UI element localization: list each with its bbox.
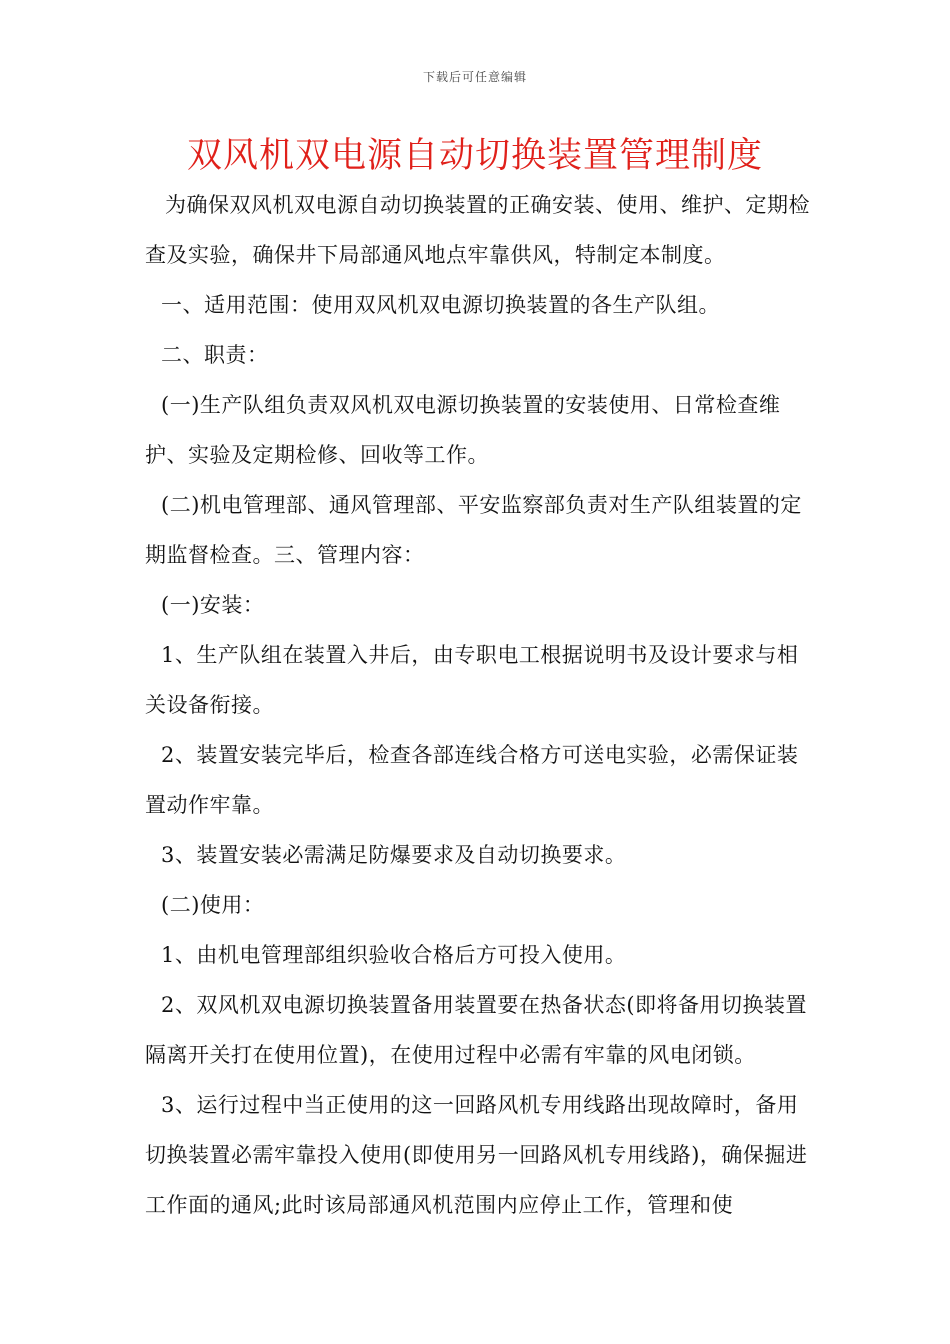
paragraph-install-2: 2、装置安装完毕后，检查各部连线合格方可送电实验，必需保证装置动作牢靠。 [145,743,799,817]
paragraph-use-2: 2、双风机双电源切换装置备用装置要在热备状态(即将备用切换装置隔离开关打在使用位置)，在使用过程中必需有牢靠的风电闭锁。 [145,993,808,1067]
paragraph-install-3: 3、装置安装必需满足防爆要求及自动切换要求。 [161,843,627,867]
paragraph-use-heading: (二)使用： [161,893,265,917]
paragraph-duties-heading: 二、职责： [161,343,269,367]
paragraph-use-1: 1、由机电管理部组织验收合格后方可投入使用。 [161,943,627,967]
paragraph-install-heading: (一)安装： [161,593,265,617]
paragraph-install-1: 1、生产队组在装置入井后，由专职电工根据说明书及设计要求与相关设备衔接。 [145,643,799,717]
paragraph-use-3: 3、运行过程中当正使用的这一回路风机专用线路出现故障时，备用切换装置必需牢靠投入使用(即使用另一回路风机专用线路)，确保掘进工作面的通风;此时该局部通风机范围内应停止工作，管理和使 [145,1093,808,1217]
paragraph-intro: 为确保双风机双电源自动切换装置的正确安装、使用、维护、定期检查及实验，确保井下局部通风地点牢靠供风，特制定本制度。 [145,193,810,267]
document-title: 双风机双电源自动切换装置管理制度 [186,136,763,176]
paragraph-duty-1: (一)生产队组负责双风机双电源切换装置的安装使用、日常检查维护、实验及定期检修、回收等工作。 [145,393,781,467]
document-body [145,180,810,1230]
paragraph-duty-2: (二)机电管理部、通风管理部、平安监察部负责对生产队组装置的定期监督检查。三、管理内容： [145,493,802,567]
header-note: 下载后可任意编辑 [422,70,527,84]
paragraph-scope: 一、适用范围：使用双风机双电源切换装置的各生产队组。 [161,293,720,317]
